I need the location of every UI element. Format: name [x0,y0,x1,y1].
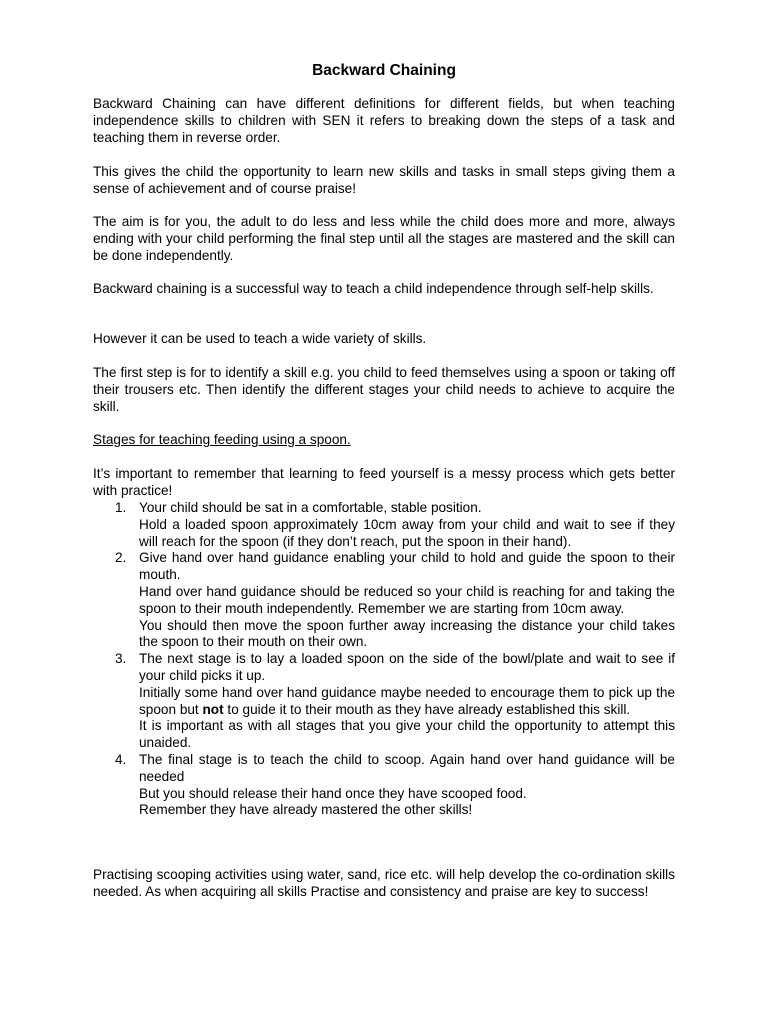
step-line: Your child should be sat in a comfortable, stable position. [139,500,482,515]
step-item-2 [93,550,675,651]
step-text: Initially some hand over hand guidance maybe needed to encourage them to pick up the spoon but [139,684,675,717]
document-title: Backward Chaining [312,62,456,79]
paragraph-success: Backward chaining is a successful way to teach a child independence through self-help skills. [93,281,654,296]
step-item-4 [93,752,675,819]
paragraph-intro: It’s important to remember that learning to feed yourself is a messy process which gets better with practice! [93,466,675,498]
paragraph-aim: The aim is for you, the adult to do less and less while the child does more and more, always ending with your child performing the final step until all the stages are mastered and the skill can be done independently. [93,214,675,263]
step-line: Hand over hand guidance should be reduced so your child is reaching for and taking the spoon to their mouth independently. Remember we are starting from 10cm away. [139,583,675,616]
paragraph-definition: Backward Chaining can have different definitions for different fields, but when teaching independence skills to children with SEN it refers to breaking down the steps of a task and teaching them in reverse order. [93,96,675,145]
step-line: Give hand over hand guidance enabling your child to hold and guide the spoon to their mouth. [139,550,675,583]
step-number: 2. [115,550,127,566]
step-line: The final stage is to teach the child to scoop. Again hand over hand guidance will be needed [139,751,675,784]
paragraph-opportunity: This gives the child the opportunity to learn new skills and tasks in small steps giving them a sense of achievement and of course praise! [93,164,675,196]
steps-list [93,500,675,819]
section-heading: Stages for teaching feeding using a spoon. [93,432,351,447]
step-line: Hold a loaded spoon approximately 10cm away from your child and wait to see if they will reach for the spoon (if they don’t reach, put the spoon in their hand). [139,516,675,549]
step-item-3 [93,651,675,752]
step-item-1 [93,500,675,550]
step-number: 1. [115,500,127,515]
step-line: Remember they have already mastered the other skills! [139,802,473,818]
step-line: It is important as with all stages that you give your child the opportunity to attempt this unaided. [139,718,675,751]
step-number: 3. [115,651,127,667]
emphasis-not: not [202,701,224,717]
step-text: to guide it to their mouth as they have already established this skill. [223,701,631,717]
step-line-rich [139,685,675,719]
paragraph-closing: Practising scooping activities using water, sand, rice etc. will help develop the co-ordination skills needed. As when acquiring all skills Practise and consistency and praise are key to success! [93,867,675,899]
paragraph-first-step: The first step is for to identify a skill e.g. you child to feed themselves using a spoon or taking off their trousers etc. Then identify the different stages your child needs to achieve to acquire the skill. [93,365,675,414]
step-line: You should then move the spoon further away increasing the distance your child takes the spoon to their mouth on their own. [139,617,675,650]
paragraph-variety: However it can be used to teach a wide variety of skills. [93,331,427,346]
step-line: But you should release their hand once they have scooped food. [139,785,527,801]
step-number: 4. [115,751,127,767]
step-line: The next stage is to lay a loaded spoon on the side of the bowl/plate and wait to see if your child picks it up. [139,651,675,683]
